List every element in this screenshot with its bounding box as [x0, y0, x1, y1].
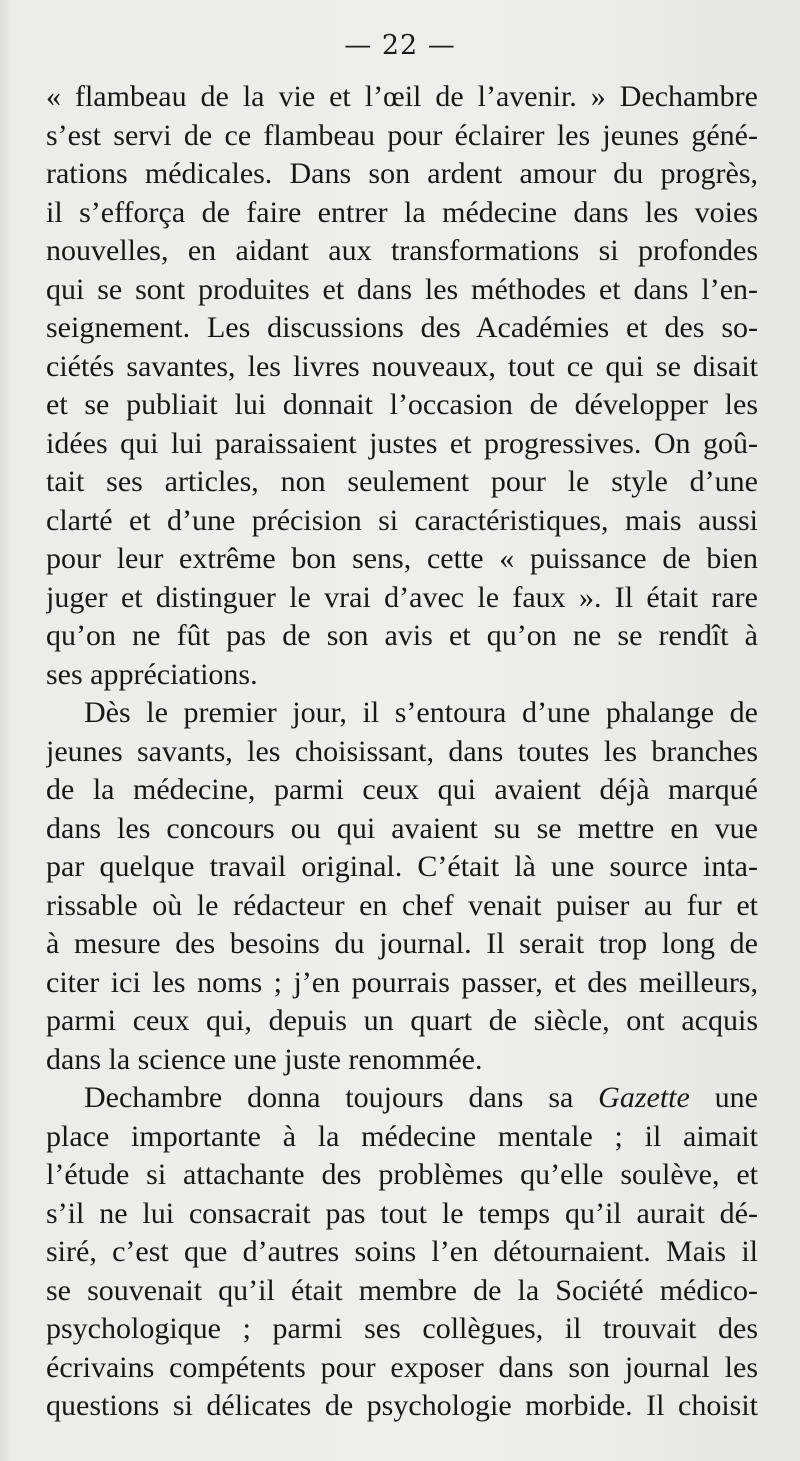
- text-line: se souvenait qu’il était membre de la Société médico-: [46, 1273, 758, 1307]
- page-number: — 22 —: [344, 30, 456, 61]
- text-line: siré, c’est que d’autres soins l’en détournaient. Mais il: [46, 1235, 758, 1268]
- text-line: citer ici les noms ; j’en pourrais passer, et des meilleurs,: [46, 965, 758, 999]
- text-line: juger et distinguer le vrai d’avec le faux ». Il était rare: [46, 580, 758, 614]
- text-line: et se publiait lui donnait l’occasion de développer les: [46, 388, 758, 421]
- text-line: écrivains compétents pour exposer dans son journal les: [46, 1350, 758, 1384]
- text-line: psychologique ; parmi ses collègues, il trouvait des: [46, 1312, 758, 1345]
- text-span: une: [714, 1081, 758, 1114]
- text-line: rissable où le rédacteur en chef venait puiser au fur et: [46, 888, 758, 922]
- text-line: place importante à la médecine mentale ; il aimait: [46, 1119, 758, 1153]
- text-span: Dechambre donna toujours dans sa: [84, 1081, 574, 1114]
- text-line: à mesure des besoins du journal. Il serait trop long de: [46, 927, 758, 960]
- text-line: par quelque travail original. C’était là une source inta-: [46, 850, 758, 883]
- text-line: s’est servi de ce flambeau pour éclairer les jeunes géné-: [46, 118, 758, 152]
- italic-title: Gazette: [598, 1081, 690, 1114]
- text-line: ciétés savantes, les livres nouveaux, tout ce qui se disait: [46, 349, 758, 383]
- text-line: tait ses articles, non seulement pour le style d’une: [46, 465, 758, 498]
- text-line: qu’on ne fût pas de son avis et qu’on ne se rendît à: [46, 619, 758, 652]
- text-line: qui se sont produites et dans les méthodes et dans l’en-: [46, 272, 758, 306]
- paragraph-start-line: Dès le premier jour, il s’entoura d’une phalange de: [84, 696, 758, 729]
- text-line: de la médecine, parmi ceux qui avaient déjà marqué: [46, 773, 758, 806]
- paragraph-end-line: dans la science une juste renommée.: [46, 1042, 483, 1076]
- text-line: l’étude si attachante des problèmes qu’elle soulève, et: [46, 1158, 758, 1191]
- text-line: rations médicales. Dans son ardent amour du progrès,: [46, 157, 758, 190]
- text-line: « flambeau de la vie et l’œil de l’avenir. » Dechambre: [46, 80, 758, 113]
- paragraph-start-line: [46, 1079, 758, 1118]
- text-line: jeunes savants, les choisissant, dans toutes les branches: [46, 734, 758, 768]
- text-line: s’il ne lui consacrait pas tout le temps qu’il aurait dé-: [46, 1196, 758, 1230]
- text-line: nouvelles, en aidant aux transformations si profondes: [46, 234, 758, 267]
- text-line: dans les concours ou qui avaient su se mettre en vue: [46, 811, 758, 845]
- text-line: idées qui lui paraissaient justes et progressives. On goû-: [46, 426, 758, 460]
- text-line: il s’efforça de faire entrer la médecine dans les voies: [46, 195, 758, 229]
- body-text: [46, 78, 758, 1426]
- text-line: clarté et d’une précision si caractéristiques, mais aussi: [46, 503, 758, 537]
- text-line: seignement. Les discussions des Académies et des so-: [46, 311, 758, 344]
- paragraph-end-line: ses appréciations.: [46, 657, 258, 691]
- text-line: questions si délicates de psychologie morbide. Il choisit: [46, 1389, 758, 1422]
- text-line: pour leur extrême bon sens, cette « puissance de bien: [46, 542, 758, 575]
- text-line: parmi ceux qui, depuis un quart de siècle, ont acquis: [46, 1004, 758, 1037]
